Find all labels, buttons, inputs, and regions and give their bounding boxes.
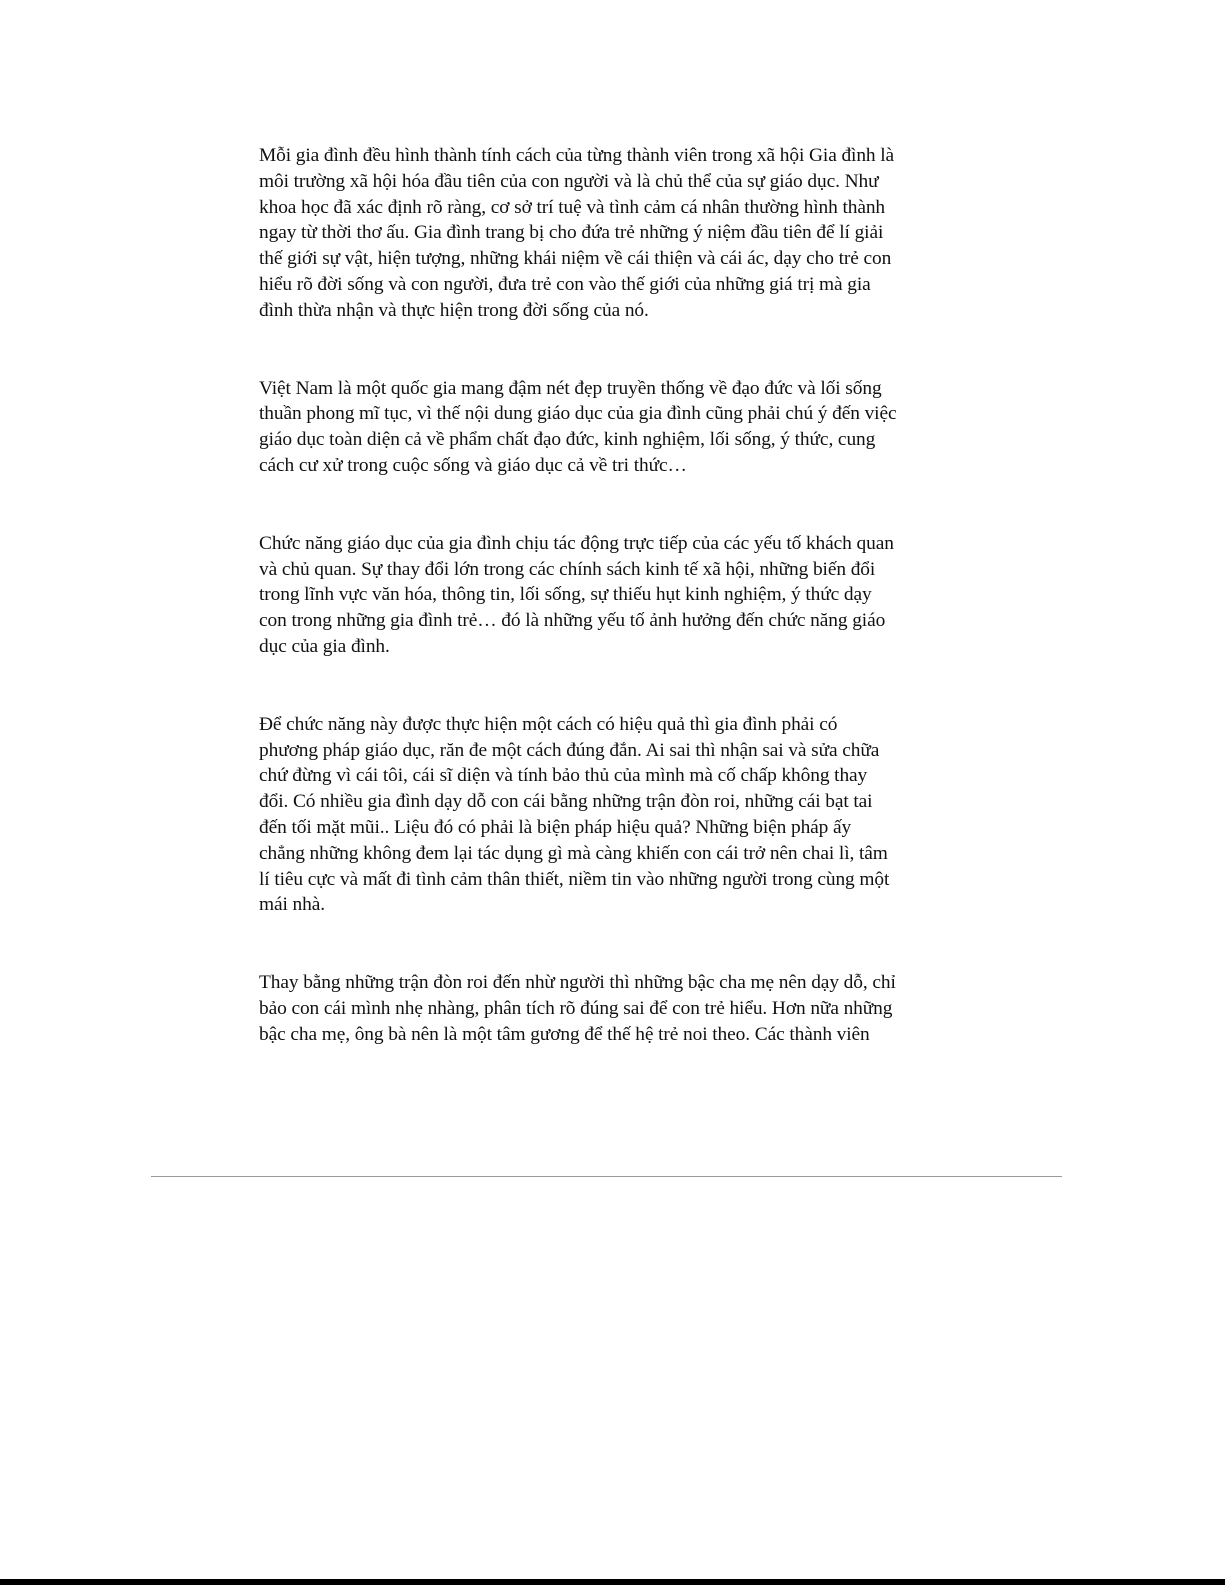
text-line: thuần phong mĩ tục, vì thế nội dung giáo dục của gia đình cũng phải chú ý đến việc bbox=[259, 403, 897, 425]
text-line: Việt Nam là một quốc gia mang đậm nét đẹp truyền thống về đạo đức và lối sống bbox=[259, 377, 882, 399]
text-line: chứ đừng vì cái tôi, cái sĩ diện và tính bảo thủ của mình mà cố chấp không thay bbox=[259, 765, 868, 787]
text-line: Mỗi gia đình đều hình thành tính cách của từng thành viên trong xã hội Gia đình là bbox=[259, 145, 895, 166]
text-line: Thay bằng những trận đòn roi đến nhừ người thì những bậc cha mẹ nên dạy dỗ, chỉ bbox=[259, 972, 896, 994]
text-line: hiểu rõ đời sống và con người, đưa trẻ con vào thế giới của những giá trị mà gia bbox=[259, 273, 871, 295]
text-line: mái nhà. bbox=[259, 894, 325, 916]
text-line: bậc cha mẹ, ông bà nên là một tâm gương để thế hệ trẻ noi theo. Các thành viên bbox=[259, 1023, 870, 1045]
text-line: Để chức năng này được thực hiện một cách có hiệu quả thì gia đình phải có bbox=[259, 713, 838, 735]
text-line: cách cư xử trong cuộc sống và giáo dục cả về tri thức… bbox=[259, 454, 687, 476]
text-line: môi trường xã hội hóa đầu tiên của con người và là chủ thể của sự giáo dục. Như bbox=[259, 170, 879, 192]
text-line: dục của gia đình. bbox=[259, 635, 390, 657]
text-line: ngay từ thời thơ ấu. Gia đình trang bị cho đứa trẻ những ý niệm đầu tiên để lí giải bbox=[259, 222, 884, 244]
text-line: trong lĩnh vực văn hóa, thông tin, lối sống, sự thiếu hụt kinh nghiệm, ý thức dạy bbox=[259, 584, 872, 606]
text-line: lí tiêu cực và mất đi tình cảm thân thiết, niềm tin vào những người trong cùng một bbox=[259, 868, 890, 890]
document-body bbox=[259, 143, 959, 1100]
text-line: con trong những gia đình trẻ… đó là những yếu tố ảnh hưởng đến chức năng giáo bbox=[259, 610, 886, 632]
paragraph-4 bbox=[259, 712, 959, 918]
page-divider bbox=[151, 1176, 1062, 1177]
text-line: đình thừa nhận và thực hiện trong đời sống của nó. bbox=[259, 299, 649, 321]
paragraph-5 bbox=[259, 970, 959, 1047]
text-line: đổi. Có nhiều gia đình dạy dỗ con cái bằng những trận đòn roi, những cái bạt tai bbox=[259, 791, 873, 813]
text-line: phương pháp giáo dục, răn đe một cách đúng đắn. Ai sai thì nhận sai và sửa chữa bbox=[259, 739, 880, 761]
text-line: giáo dục toàn diện cả về phẩm chất đạo đức, kinh nghiệm, lối sống, ý thức, cung bbox=[259, 429, 876, 451]
text-line: thế giới sự vật, hiện tượng, những khái niệm về cái thiện và cái ác, dạy cho trẻ con bbox=[259, 248, 892, 270]
text-line: bảo con cái mình nhẹ nhàng, phân tích rõ đúng sai để con trẻ hiểu. Hơn nữa những bbox=[259, 997, 893, 1019]
paragraph-2 bbox=[259, 376, 959, 479]
text-line: chẳng những không đem lại tác dụng gì mà càng khiến con cái trở nên chai lì, tâm bbox=[259, 842, 888, 864]
text-line: Chức năng giáo dục của gia đình chịu tác động trực tiếp của các yếu tố khách quan bbox=[259, 532, 894, 554]
page-bottom-edge bbox=[0, 1579, 1225, 1585]
text-line: và chủ quan. Sự thay đổi lớn trong các chính sách kinh tế xã hội, những biến đổi bbox=[259, 558, 876, 580]
text-line: đến tối mặt mũi.. Liệu đó có phải là biện pháp hiệu quả? Những biện pháp ấy bbox=[259, 816, 852, 838]
text-line: khoa học đã xác định rõ ràng, cơ sở trí tuệ và tình cảm cá nhân thường hình thành bbox=[259, 196, 886, 218]
paragraph-3 bbox=[259, 531, 959, 660]
paragraph-1 bbox=[259, 143, 959, 324]
